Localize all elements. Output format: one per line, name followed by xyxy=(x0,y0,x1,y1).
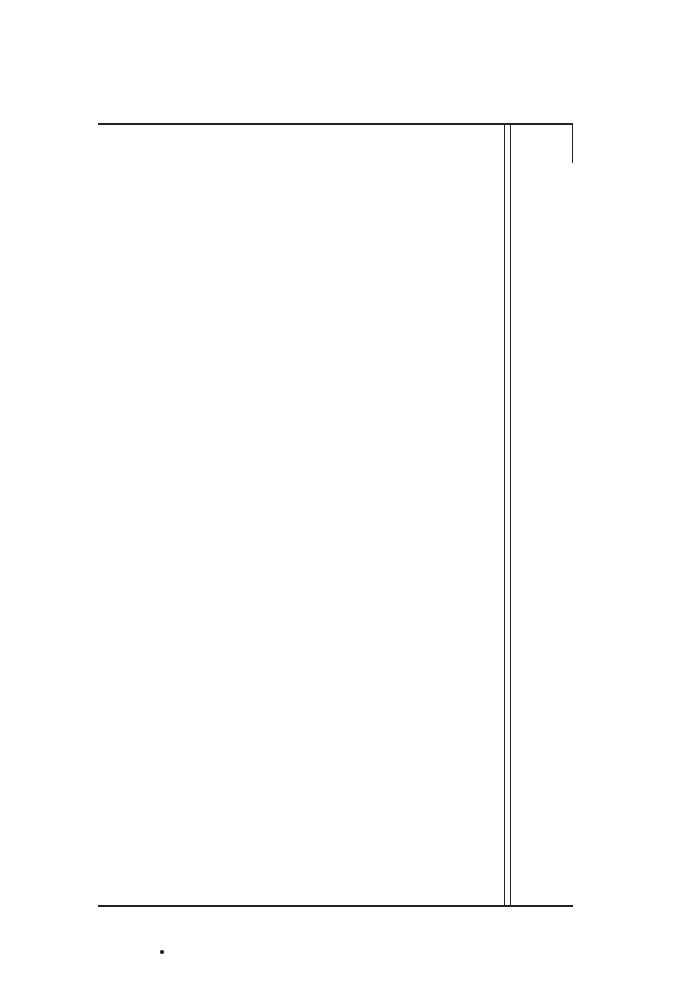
table-right-border xyxy=(572,123,573,163)
table-bottom-border xyxy=(98,905,573,907)
ink-speck xyxy=(160,950,164,954)
table-top-border xyxy=(98,123,573,125)
column-divider xyxy=(504,123,511,905)
